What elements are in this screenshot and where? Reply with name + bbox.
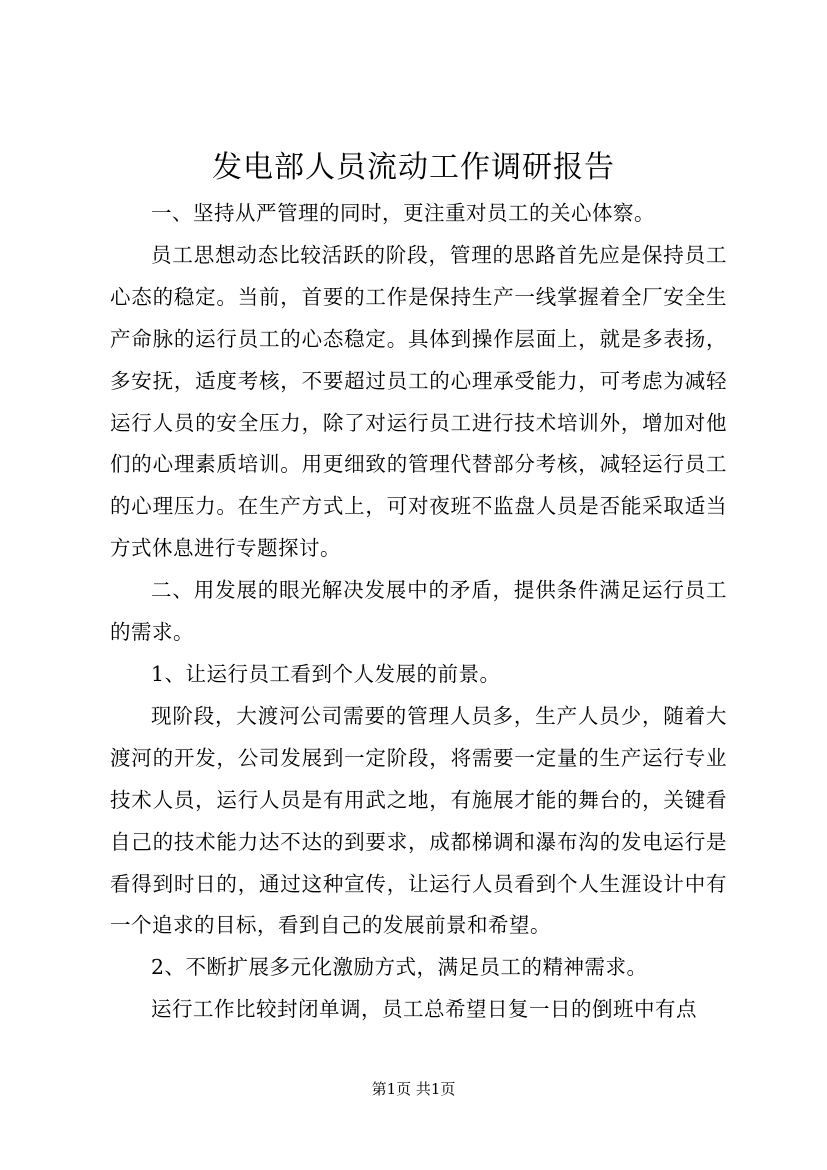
paragraph-subsection-one-heading: 1、让运行员工看到个人发展的前景。 bbox=[151, 661, 501, 686]
document-title: 发电部人员流动工作调研报告 bbox=[212, 150, 615, 185]
paragraph-employee-mindset: 员工思想动态比较活跃的阶段，管理的思路首先应是保持员工心态的稳定。当前，首要的工作是保持生产一线掌握着全厂安全生产命脉的运行员工的心态稳定。具体到操作层面上，就是多表扬，多安抚，适度考核，不要超过员工的心理承受能力，可考虑为减轻运行人员的安全压力，除了对运行员工进行技术培训外，增加对他们的心理素质培训。用更细致的管理代替部分考核，减轻运行员工的心理压力。在生产方式上，可对夜班不监盘人员是否能采取适当方式休息进行专题探讨。 bbox=[110, 242, 727, 561]
paragraph-subsection-two-heading: 2、不断扩展多元化激励方式，满足员工的精神需求。 bbox=[151, 955, 648, 980]
paragraph-development-prospects: 现阶段，大渡河公司需要的管理人员多，生产人员少，随着大渡河的开发，公司发展到一定阶段，将需要一定量的生产运行专业技术人员，运行人员是有用武之地，有施展才能的舞台的，关键看自己的技术能力达不达的到要求，成都梯调和瀑布沟的发电运行是看得到时日的，通过这种宣传，让运行人员看到个人生涯设计中有一个追求的目标，看到自己的发展前景和希望。 bbox=[110, 703, 727, 938]
paragraph-operation-work: 运行工作比较封闭单调，员工总希望日复一日的倒班中有点 bbox=[151, 997, 697, 1022]
page-number-label: 第1页 共1页 bbox=[371, 1080, 456, 1098]
paragraph-section-two-heading: 二、用发展的眼光解决发展中的矛盾，提供条件满足运行员工的需求。 bbox=[110, 578, 727, 645]
paragraph-section-one-heading: 一、坚持从严管理的同时，更注重对员工的关心体察。 bbox=[151, 201, 655, 225]
page-footer bbox=[0, 1078, 827, 1100]
document-body bbox=[110, 193, 727, 1031]
